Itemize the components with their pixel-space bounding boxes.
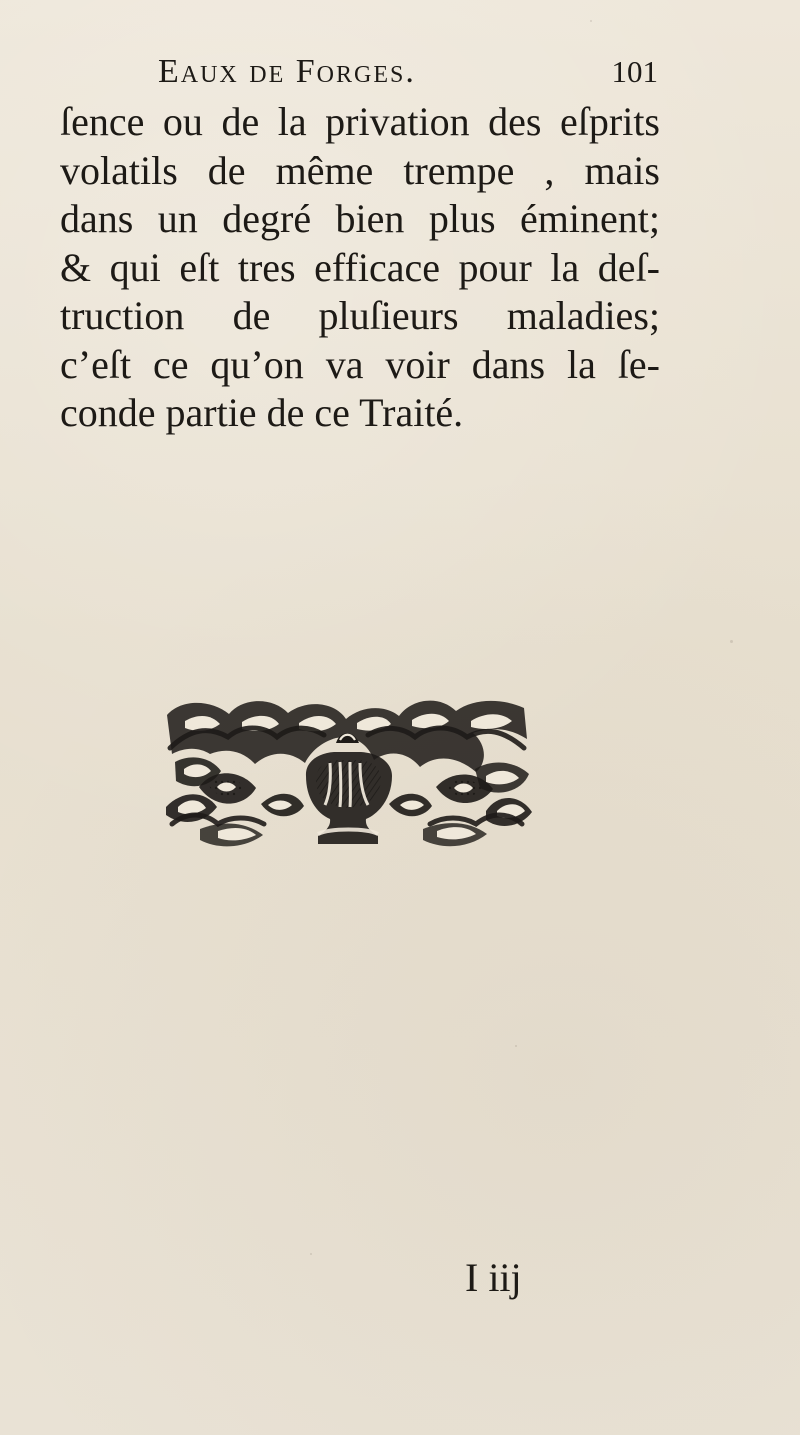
running-header-title: Eaux de Forges. xyxy=(158,53,416,90)
body-text xyxy=(60,98,660,438)
paper-speck xyxy=(730,640,733,643)
paper-speck xyxy=(515,1045,517,1047)
text-line: truction de pluſieurs maladies; xyxy=(60,293,660,338)
floral-vase-ornament-icon xyxy=(160,690,534,858)
text-line: volatils de même trempe , mais xyxy=(60,147,660,193)
running-header xyxy=(158,50,658,100)
text-line: conde partie de ce Traité. xyxy=(60,390,464,435)
text-line: ſence ou de la privation des eſprits xyxy=(60,99,660,144)
text-line: dans un degré bien plus éminent; xyxy=(60,196,660,241)
text-line: c’eſt ce qu’on va voir dans la ſe- xyxy=(60,341,660,387)
text-line: & qui eſt tres efficace pour la deſ- xyxy=(60,244,660,290)
paper-speck xyxy=(310,1253,312,1255)
gathering-signature: I iij xyxy=(465,1255,522,1300)
page-number: 101 xyxy=(611,54,658,89)
paper-speck xyxy=(64,420,66,422)
paper-speck xyxy=(590,20,592,22)
